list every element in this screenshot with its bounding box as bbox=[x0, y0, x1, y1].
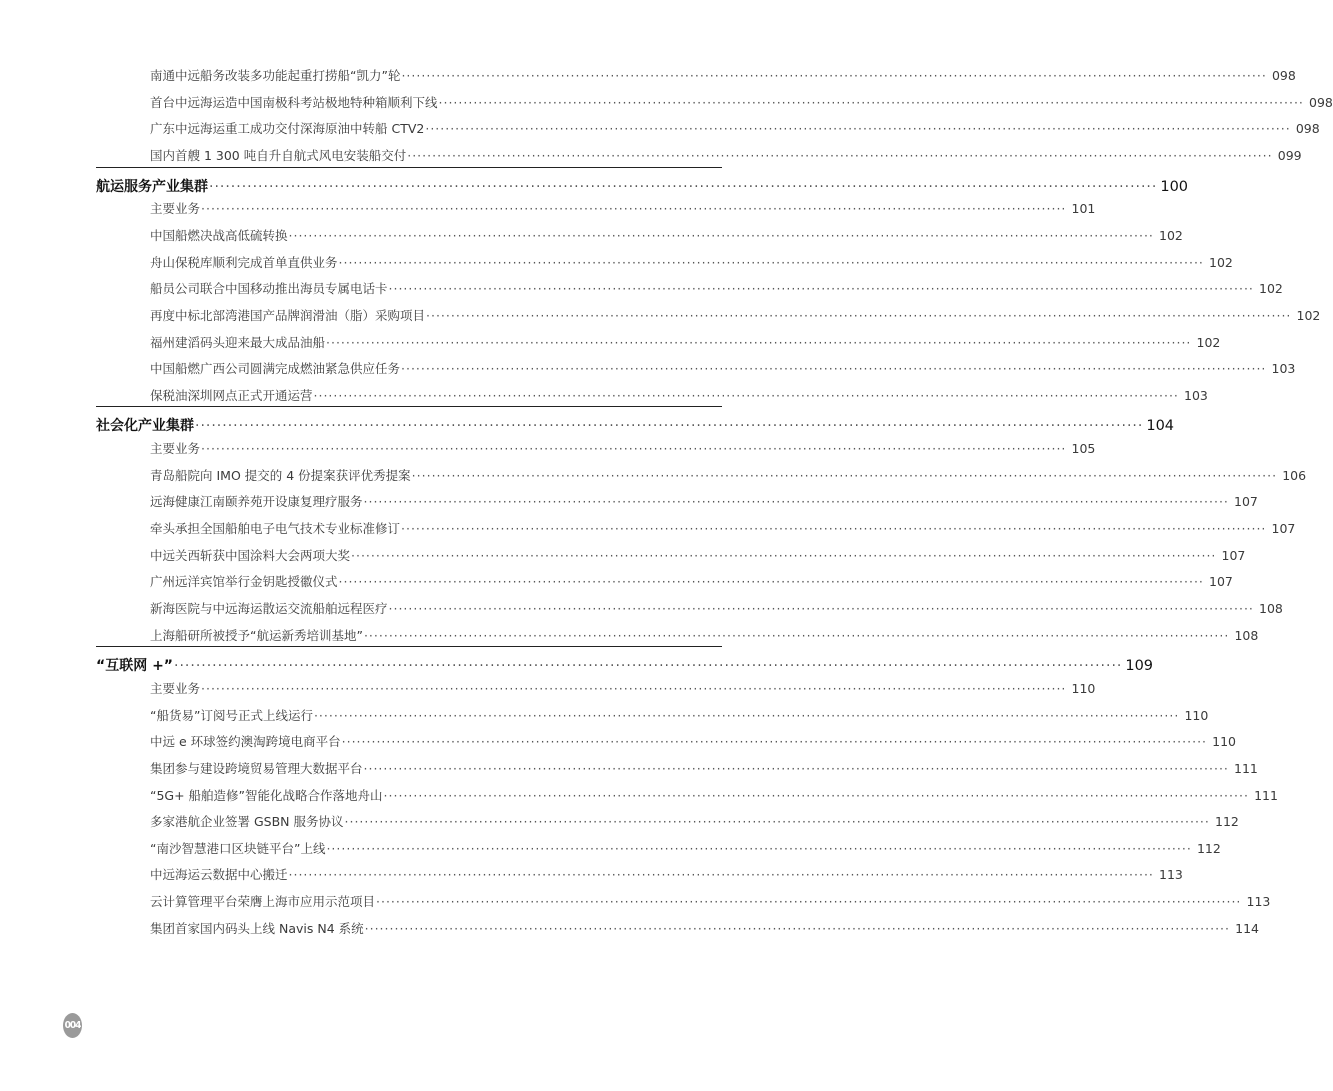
toc-page-number: 110 bbox=[1212, 734, 1237, 749]
toc-entry-title: “船货易”订阅号正式上线运行 bbox=[150, 708, 313, 723]
dot-leader: ·············································································································································································· bbox=[383, 788, 1249, 803]
dot-leader: ·············································································································································································· bbox=[401, 521, 1267, 536]
toc-page-number: 114 bbox=[1235, 921, 1259, 936]
toc-entry-title: 南通中远船务改装多功能起重打捞船“凯力”轮 bbox=[150, 68, 401, 83]
dot-leader: ·············································································································································································· bbox=[388, 281, 1254, 296]
toc-page-number: 107 bbox=[1271, 521, 1296, 536]
toc-entry-title: 中国船燃广西公司圆满完成燃油紧急供应任务 bbox=[150, 361, 401, 376]
dot-leader: ·············································································································································································· bbox=[209, 179, 1158, 195]
toc-page-number: 110 bbox=[1071, 681, 1096, 696]
dot-leader: ·············································································································································································· bbox=[401, 68, 1267, 83]
toc-page-number: 098 bbox=[1309, 95, 1333, 110]
toc-entry-row bbox=[150, 787, 1278, 805]
toc-page-number: 111 bbox=[1234, 761, 1258, 776]
toc-entry-title: 福州建滔码头迎来最大成品油船 bbox=[150, 335, 326, 350]
section-divider bbox=[96, 406, 722, 407]
toc-entry-row bbox=[150, 893, 1271, 911]
dot-leader: ·············································································································································································· bbox=[438, 95, 1304, 110]
dot-leader: ·············································································································································································· bbox=[338, 574, 1204, 589]
section-divider bbox=[96, 646, 722, 647]
toc-page-number: 113 bbox=[1159, 867, 1183, 882]
toc-page-number: 113 bbox=[1246, 894, 1271, 909]
dot-leader: ·············································································································································································· bbox=[363, 761, 1229, 776]
toc-entry-row bbox=[150, 67, 1296, 85]
toc-entry-row bbox=[150, 94, 1333, 112]
toc-section-title: “互联网 +” bbox=[96, 658, 174, 674]
dot-leader: ·············································································································································································· bbox=[364, 921, 1230, 936]
toc-entry-row bbox=[150, 467, 1307, 485]
toc-page-number: 102 bbox=[1296, 308, 1321, 323]
toc-page-number: 110 bbox=[1184, 708, 1209, 723]
toc-entry-title: 上海船研所被授予“航运新秀培训基地” bbox=[150, 628, 363, 643]
dot-leader: ·············································································································································································· bbox=[288, 867, 1154, 882]
dot-leader: ·············································································································································································· bbox=[313, 388, 1179, 403]
toc-entry-row bbox=[150, 707, 1209, 725]
page-number-badge: 004 bbox=[63, 1013, 82, 1038]
toc-section-title: 航运服务产业集群 bbox=[96, 179, 208, 195]
toc-page-number: 098 bbox=[1295, 121, 1320, 136]
toc-page-number: 102 bbox=[1209, 255, 1233, 270]
toc-entry-title: 牵头承担全国船舶电子电气技术专业标准修订 bbox=[150, 521, 401, 536]
dot-leader: ·············································································································································································· bbox=[288, 228, 1154, 243]
toc-entry-title: 再度中标北部湾港国产品牌润滑油（脂）采购项目 bbox=[150, 308, 426, 323]
toc-entry-row bbox=[150, 573, 1233, 591]
toc-page-number: 100 bbox=[1160, 179, 1189, 195]
toc-entry-row bbox=[150, 280, 1283, 298]
toc-page-number: 101 bbox=[1071, 201, 1096, 216]
toc-section-row bbox=[96, 178, 1189, 196]
toc-entry-row bbox=[150, 360, 1296, 378]
toc-entry-row bbox=[150, 920, 1259, 938]
dot-leader: ·············································································································································································· bbox=[201, 441, 1067, 456]
toc-entry-title: 中国船燃决战高低硫转换 bbox=[150, 228, 288, 243]
toc-entry-title: 多家港航企业签署 GSBN 服务协议 bbox=[150, 814, 344, 829]
toc-entry-title: 集团参与建设跨境贸易管理大数据平台 bbox=[150, 761, 363, 776]
toc-entry-title: 主要业务 bbox=[150, 681, 201, 696]
dot-leader: ·············································································································································································· bbox=[376, 894, 1242, 909]
toc-page-number: 102 bbox=[1259, 281, 1283, 296]
toc-entry-title: 青岛船院向 IMO 提交的 4 份提案获评优秀提案 bbox=[150, 468, 411, 483]
toc-entry-row bbox=[150, 147, 1302, 165]
toc-page-number: 104 bbox=[1146, 418, 1175, 434]
toc-page-number: 112 bbox=[1215, 814, 1239, 829]
section-divider bbox=[96, 167, 722, 168]
toc-entry-row bbox=[150, 120, 1320, 138]
toc-page-number: 107 bbox=[1209, 574, 1233, 589]
toc-entry-title: 云计算管理平台荣膺上海市应用示范项目 bbox=[150, 894, 376, 909]
toc-page-number: 103 bbox=[1271, 361, 1296, 376]
dot-leader: ·············································································································································································· bbox=[426, 308, 1292, 323]
toc-page-number: 105 bbox=[1071, 441, 1096, 456]
toc-entry-title: 中远海运云数据中心搬迁 bbox=[150, 867, 288, 882]
toc-entry-title: 主要业务 bbox=[150, 201, 201, 216]
toc-entry-row bbox=[150, 840, 1221, 858]
toc-page-number: 102 bbox=[1196, 335, 1221, 350]
toc-entry-title: “南沙智慧港口区块链平台”上线 bbox=[150, 841, 326, 856]
toc-entry-row bbox=[150, 493, 1258, 511]
toc-page-number: 102 bbox=[1159, 228, 1183, 243]
toc-entry-row bbox=[150, 254, 1233, 272]
dot-leader: ·············································································································································································· bbox=[351, 548, 1217, 563]
toc-entry-title: 船员公司联合中国移动推出海员专属电话卡 bbox=[150, 281, 388, 296]
dot-leader: ·············································································································································································· bbox=[407, 148, 1273, 163]
toc-entry-row bbox=[150, 200, 1096, 218]
toc-page-number: 106 bbox=[1282, 468, 1307, 483]
toc-entry-title: 保税油深圳网点正式开通运营 bbox=[150, 388, 313, 403]
toc-entry-row bbox=[150, 547, 1246, 565]
toc-entry-row bbox=[150, 227, 1183, 245]
toc-page-number: 109 bbox=[1125, 658, 1154, 674]
toc-page-number: 112 bbox=[1196, 841, 1221, 856]
toc-section-row bbox=[96, 657, 1154, 675]
toc-entry-row bbox=[150, 334, 1221, 352]
toc-page-number: 103 bbox=[1184, 388, 1208, 403]
toc-entry-title: 首台中远海运造中国南极科考站极地特种箱顺利下线 bbox=[150, 95, 438, 110]
toc-entry-row bbox=[150, 307, 1321, 325]
toc-section-title: 社会化产业集群 bbox=[96, 418, 194, 434]
toc-entry-row bbox=[150, 440, 1096, 458]
toc-entry-title: 远海健康江南颐养苑开设康复理疗服务 bbox=[150, 494, 363, 509]
toc-entry-row bbox=[150, 760, 1258, 778]
toc-entry-title: 舟山保税库顺利完成首单直供业务 bbox=[150, 255, 338, 270]
toc-page-number: 108 bbox=[1259, 601, 1283, 616]
toc-entry-title: 主要业务 bbox=[150, 441, 201, 456]
toc-page-number: 107 bbox=[1234, 494, 1258, 509]
dot-leader: ·············································································································································································· bbox=[326, 335, 1192, 350]
dot-leader: ·············································································································································································· bbox=[313, 708, 1180, 723]
dot-leader: ·············································································································································································· bbox=[411, 468, 1278, 483]
dot-leader: ·············································································································································································· bbox=[363, 628, 1230, 643]
toc-entry-title: 新海医院与中远海运散运交流船舶远程医疗 bbox=[150, 601, 388, 616]
toc-page-number: 098 bbox=[1271, 68, 1296, 83]
toc-entry-title: 广州远洋宾馆举行金钥匙授徽仪式 bbox=[150, 574, 338, 589]
dot-leader: ·············································································································································································· bbox=[344, 814, 1210, 829]
toc-entry-row bbox=[150, 627, 1259, 645]
toc-entry-title: 广东中远海运重工成功交付深海原油中转船 CTV2 bbox=[150, 121, 425, 136]
dot-leader: ·············································································································································································· bbox=[425, 121, 1291, 136]
toc-entry-title: 集团首家国内码头上线 Navis N4 系统 bbox=[150, 921, 364, 936]
dot-leader: ·············································································································································································· bbox=[388, 601, 1254, 616]
toc-entry-title: 国内首艘 1 300 吨自升自航式风电安装船交付 bbox=[150, 148, 407, 163]
toc-entry-row bbox=[150, 813, 1239, 831]
toc-entry-row bbox=[150, 600, 1283, 618]
toc-entry-row bbox=[150, 866, 1183, 884]
dot-leader: ·············································································································································································· bbox=[341, 734, 1208, 749]
toc-entry-row bbox=[150, 520, 1296, 538]
toc-section-row bbox=[96, 417, 1175, 435]
dot-leader: ·············································································································································································· bbox=[195, 418, 1144, 434]
dot-leader: ·············································································································································································· bbox=[201, 681, 1067, 696]
dot-leader: ·············································································································································································· bbox=[201, 201, 1067, 216]
dot-leader: ·············································································································································································· bbox=[401, 361, 1267, 376]
toc-entry-row bbox=[150, 387, 1208, 405]
toc-entry-title: 中远关西斩获中国涂料大会两项大奖 bbox=[150, 548, 351, 563]
dot-leader: ·············································································································································································· bbox=[338, 255, 1204, 270]
dot-leader: ·············································································································································································· bbox=[326, 841, 1192, 856]
toc-page-number: 108 bbox=[1234, 628, 1259, 643]
toc-entry-row bbox=[150, 680, 1096, 698]
toc-entry-row bbox=[150, 733, 1237, 751]
toc-page-number: 099 bbox=[1277, 148, 1302, 163]
toc-entry-title: 中远 e 环球签约澳淘跨境电商平台 bbox=[150, 734, 341, 749]
toc-entry-title: “5G+ 船舶造修”智能化战略合作落地舟山 bbox=[150, 788, 383, 803]
dot-leader: ·············································································································································································· bbox=[174, 658, 1123, 674]
toc-page-number: 107 bbox=[1221, 548, 1246, 563]
toc-page-number: 111 bbox=[1254, 788, 1278, 803]
dot-leader: ·············································································································································································· bbox=[363, 494, 1229, 509]
